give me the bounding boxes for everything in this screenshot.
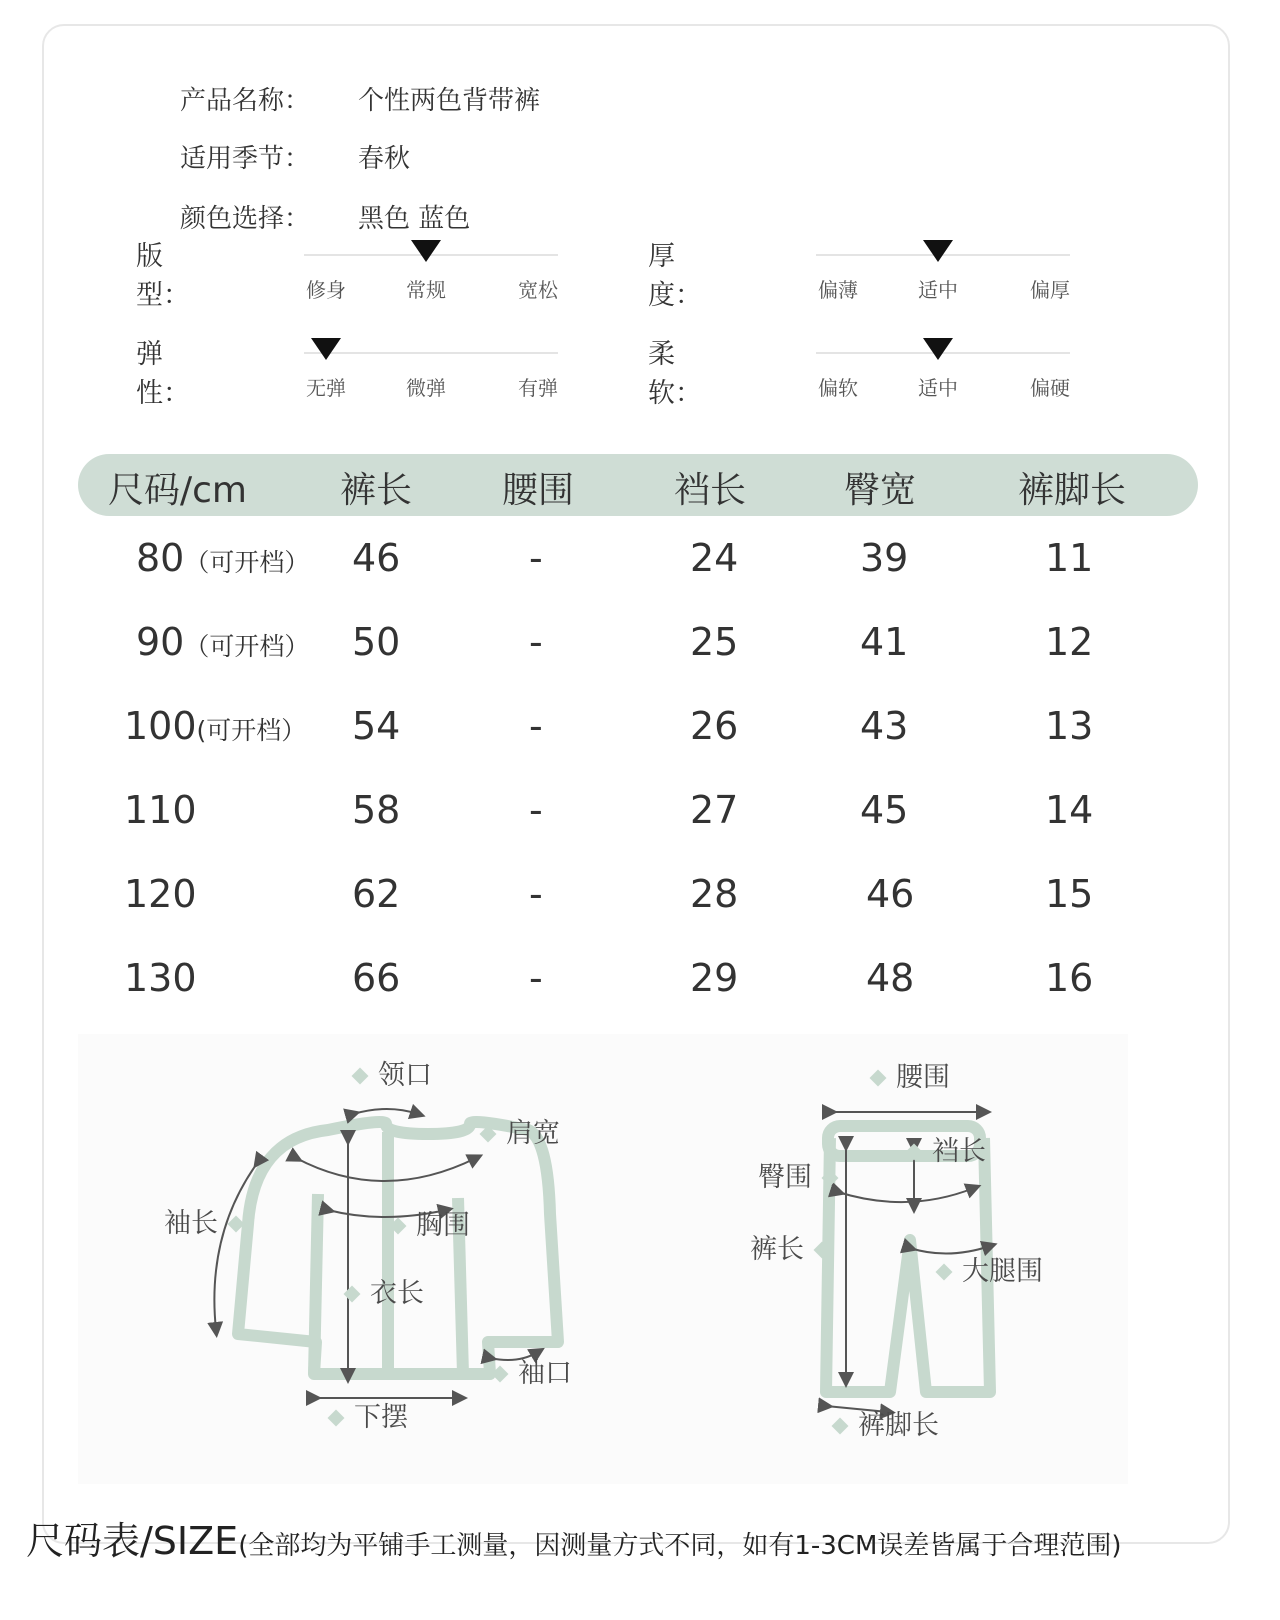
table-cell: 15 bbox=[1045, 872, 1094, 916]
table-cell: 27 bbox=[690, 788, 739, 832]
table-cell: 46 bbox=[352, 536, 401, 580]
table-cell: 62 bbox=[352, 872, 401, 916]
header-rise: 裆长 bbox=[674, 470, 747, 511]
jacket-measure-label: 袖口 bbox=[518, 1358, 572, 1389]
fit-option-slim: 修身 bbox=[306, 278, 346, 302]
elasticity-rating-track bbox=[304, 352, 558, 354]
season-label: 适用季节： bbox=[180, 144, 311, 174]
table-cell: - bbox=[529, 956, 543, 1000]
size-chart-footer bbox=[26, 1510, 1122, 1565]
thickness-rating-label: 厚度： bbox=[648, 241, 702, 311]
thickness-rating-marker bbox=[923, 240, 953, 262]
pants-measure-label: 臀围 bbox=[758, 1162, 812, 1193]
size-note: (可开档） bbox=[196, 716, 307, 745]
table-cell: 26 bbox=[690, 704, 739, 748]
header-size: 尺码/cm bbox=[108, 470, 247, 511]
table-cell: 45 bbox=[860, 788, 909, 832]
header-waist: 腰围 bbox=[502, 470, 575, 511]
jacket-measure-label: 胸围 bbox=[416, 1210, 470, 1241]
table-cell: - bbox=[529, 872, 543, 916]
season-value: 春秋 bbox=[358, 144, 411, 174]
size-value: 80 bbox=[136, 536, 185, 580]
diamond-bullet-icon bbox=[936, 1264, 953, 1281]
table-cell: - bbox=[529, 620, 543, 664]
table-cell: 24 bbox=[690, 536, 739, 580]
table-cell: - bbox=[529, 704, 543, 748]
measurement-diagram-svg bbox=[78, 1034, 1128, 1484]
table-cell: 39 bbox=[860, 536, 909, 580]
jacket-measure-label: 领口 bbox=[378, 1060, 432, 1091]
size-note: （可开档） bbox=[184, 632, 310, 661]
size-value: 130 bbox=[124, 956, 197, 1000]
fit-option-loose: 宽松 bbox=[518, 278, 558, 302]
softness-option-medium: 适中 bbox=[918, 376, 958, 400]
elasticity-rating-marker bbox=[311, 338, 341, 360]
diamond-bullet-icon bbox=[352, 1068, 369, 1085]
table-cell: - bbox=[529, 788, 543, 832]
table-cell: 28 bbox=[690, 872, 739, 916]
size-cell bbox=[124, 704, 306, 748]
table-cell: 14 bbox=[1045, 788, 1094, 832]
pants-measure-label: 腰围 bbox=[896, 1062, 950, 1093]
pants-measure-label: 裤长 bbox=[750, 1234, 804, 1265]
jacket-measure-label: 衣长 bbox=[370, 1278, 424, 1309]
jacket-outline bbox=[238, 1122, 558, 1374]
jacket-measure-label: 袖长 bbox=[164, 1208, 218, 1239]
table-cell: 13 bbox=[1045, 704, 1094, 748]
diamond-bullet-icon bbox=[328, 1410, 345, 1427]
header-hip: 臀宽 bbox=[844, 470, 917, 511]
table-cell: 12 bbox=[1045, 620, 1094, 664]
season-row bbox=[180, 138, 410, 175]
color-row bbox=[180, 198, 470, 235]
product-name-row bbox=[180, 80, 540, 117]
size-value: 100 bbox=[124, 704, 197, 748]
size-cell bbox=[124, 872, 197, 916]
diamond-bullet-icon bbox=[832, 1418, 849, 1435]
table-cell: 54 bbox=[352, 704, 401, 748]
fit-option-regular: 常规 bbox=[406, 278, 446, 302]
table-cell: 41 bbox=[860, 620, 909, 664]
softness-rating-marker bbox=[923, 338, 953, 360]
size-note: （可开档） bbox=[184, 548, 310, 577]
pants-measure-label: 裆长 bbox=[932, 1136, 986, 1167]
color-value: 黑色 蓝色 bbox=[358, 204, 471, 234]
table-cell: 11 bbox=[1045, 536, 1094, 580]
fit-rating-marker bbox=[411, 240, 441, 262]
size-cell bbox=[136, 536, 309, 580]
size-value: 90 bbox=[136, 620, 185, 664]
header-pants-length: 裤长 bbox=[340, 470, 413, 511]
table-cell: 50 bbox=[352, 620, 401, 664]
table-cell: 48 bbox=[866, 956, 915, 1000]
table-cell: 58 bbox=[352, 788, 401, 832]
table-cell: 46 bbox=[866, 872, 915, 916]
jacket-measure-label: 肩宽 bbox=[506, 1118, 560, 1149]
product-name-value: 个性两色背带裤 bbox=[358, 86, 541, 116]
size-value: 120 bbox=[124, 872, 197, 916]
elasticity-option-none: 无弹 bbox=[306, 376, 346, 400]
thickness-option-thick: 偏厚 bbox=[1030, 278, 1070, 302]
pants-measure-label: 裤脚长 bbox=[858, 1410, 939, 1441]
softness-option-hard: 偏硬 bbox=[1030, 376, 1070, 400]
color-label: 颜色选择： bbox=[180, 204, 311, 234]
size-cell bbox=[136, 620, 309, 664]
size-table-header bbox=[78, 454, 1198, 516]
table-cell: 16 bbox=[1045, 956, 1094, 1000]
softness-rating-label: 柔软： bbox=[648, 339, 702, 409]
size-cell bbox=[124, 788, 197, 832]
table-cell: - bbox=[529, 536, 543, 580]
product-name-label: 产品名称： bbox=[180, 86, 311, 116]
size-value: 110 bbox=[124, 788, 197, 832]
elasticity-rating-label: 弹性： bbox=[136, 339, 190, 409]
header-leg-opening: 裤脚长 bbox=[1018, 470, 1127, 511]
fit-rating-label: 版型： bbox=[136, 241, 190, 311]
measurement-diagram bbox=[78, 1034, 1128, 1484]
thickness-option-thin: 偏薄 bbox=[818, 278, 858, 302]
size-cell bbox=[124, 956, 197, 1000]
softness-option-soft: 偏软 bbox=[818, 376, 858, 400]
footer-note: (全部均为平铺手工测量，因测量方式不同，如有1-3CM误差皆属于合理范围) bbox=[238, 1531, 1122, 1561]
diamond-bullet-icon bbox=[344, 1286, 361, 1303]
table-cell: 29 bbox=[690, 956, 739, 1000]
footer-title: 尺码表/SIZE bbox=[26, 1519, 239, 1563]
table-cell: 66 bbox=[352, 956, 401, 1000]
jacket-measure-label: 下摆 bbox=[354, 1402, 408, 1433]
diamond-bullet-icon bbox=[870, 1070, 887, 1087]
thickness-option-medium: 适中 bbox=[918, 278, 958, 302]
table-cell: 25 bbox=[690, 620, 739, 664]
elasticity-option-slight: 微弹 bbox=[406, 376, 446, 400]
table-cell: 43 bbox=[860, 704, 909, 748]
pants-measure-label: 大腿围 bbox=[962, 1256, 1043, 1287]
elasticity-option-stretch: 有弹 bbox=[518, 376, 558, 400]
